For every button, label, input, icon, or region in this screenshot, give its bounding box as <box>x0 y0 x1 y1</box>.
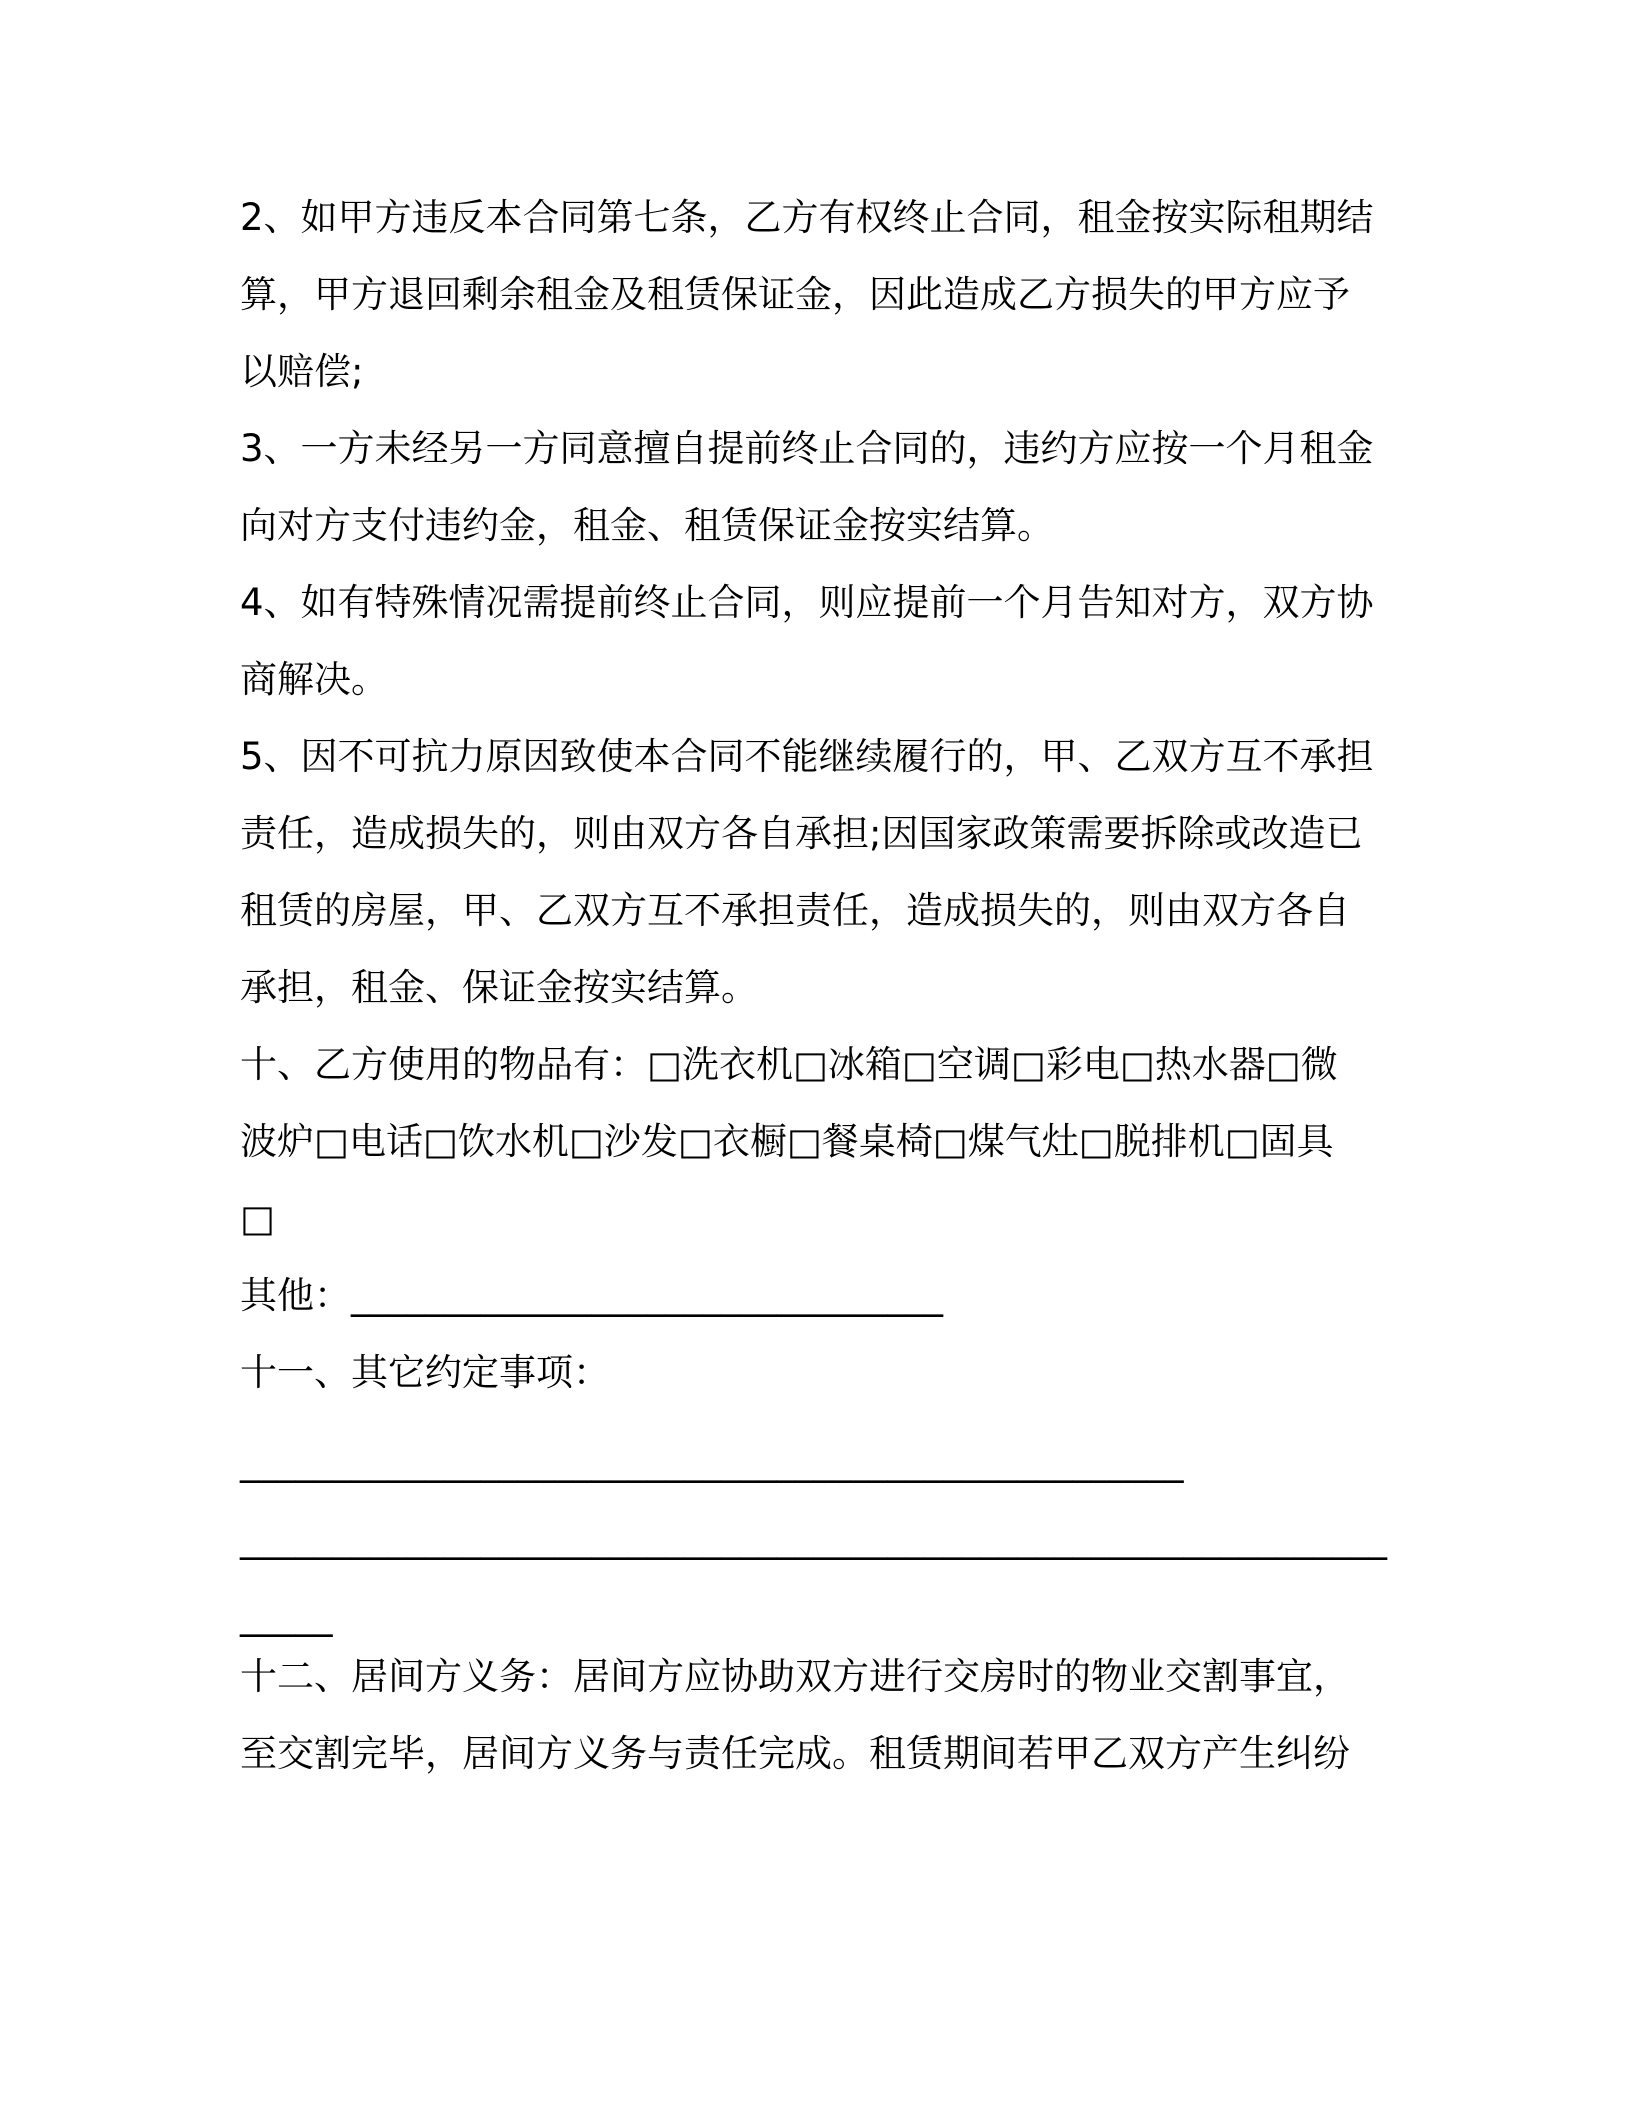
clause-2-line-1: 2、如甲方违反本合同第七条，乙方有权终止合同，租金按实际租期结 <box>240 196 1374 239</box>
section-11-blank-line-3: _____ <box>240 1594 333 1637</box>
section-12-line-2: 至交割完毕，居间方义务与责任完成。租赁期间若甲乙双方产生纠纷 <box>240 1732 1350 1775</box>
clause-5-line-3: 租赁的房屋，甲、乙双方互不承担责任，造成损失的，则由双方各自 <box>240 889 1350 932</box>
other-items-line: 其他：________________________________ <box>240 1274 943 1317</box>
clause-3-line-2: 向对方支付违约金，租金、租赁保证金按实结算。 <box>240 504 1054 547</box>
section-10-line-1: 十、乙方使用的物品有：□洗衣机□冰箱□空调□彩电□热水器□微 <box>240 1043 1338 1086</box>
clause-3-line-1: 3、一方未经另一方同意擅自提前终止合同的，违约方应按一个月租金 <box>240 427 1374 470</box>
section-11-heading: 十一、其它约定事项： <box>240 1351 610 1394</box>
section-12-line-1: 十二、居间方义务：居间方应协助双方进行交房时的物业交割事宜， <box>240 1655 1350 1698</box>
clause-4-line-1: 4、如有特殊情况需提前终止合同，则应提前一个月告知对方，双方协 <box>240 581 1374 624</box>
section-10-line-2: 波炉□电话□饮水机□沙发□衣橱□餐桌椅□煤气灶□脱排机□固具 <box>240 1120 1334 1163</box>
section-11-blank-line-2: ______________________________________________________________ <box>240 1517 1387 1560</box>
section-10-line-3: □ <box>240 1197 275 1240</box>
clause-5-line-2: 责任，造成损失的，则由双方各自承担;因国家政策需要拆除或改造已 <box>240 812 1363 855</box>
clause-2-line-3: 以赔偿; <box>240 350 364 393</box>
clause-4-line-2: 商解决。 <box>240 658 388 701</box>
clause-5-line-4: 承担，租金、保证金按实结算。 <box>240 966 758 1009</box>
clause-2-line-2: 算，甲方退回剩余租金及租赁保证金，因此造成乙方损失的甲方应予 <box>240 273 1350 316</box>
section-11-blank-line-1: ___________________________________________________ <box>240 1440 1184 1483</box>
clause-5-line-1: 5、因不可抗力原因致使本合同不能继续履行的，甲、乙双方互不承担 <box>240 735 1374 778</box>
